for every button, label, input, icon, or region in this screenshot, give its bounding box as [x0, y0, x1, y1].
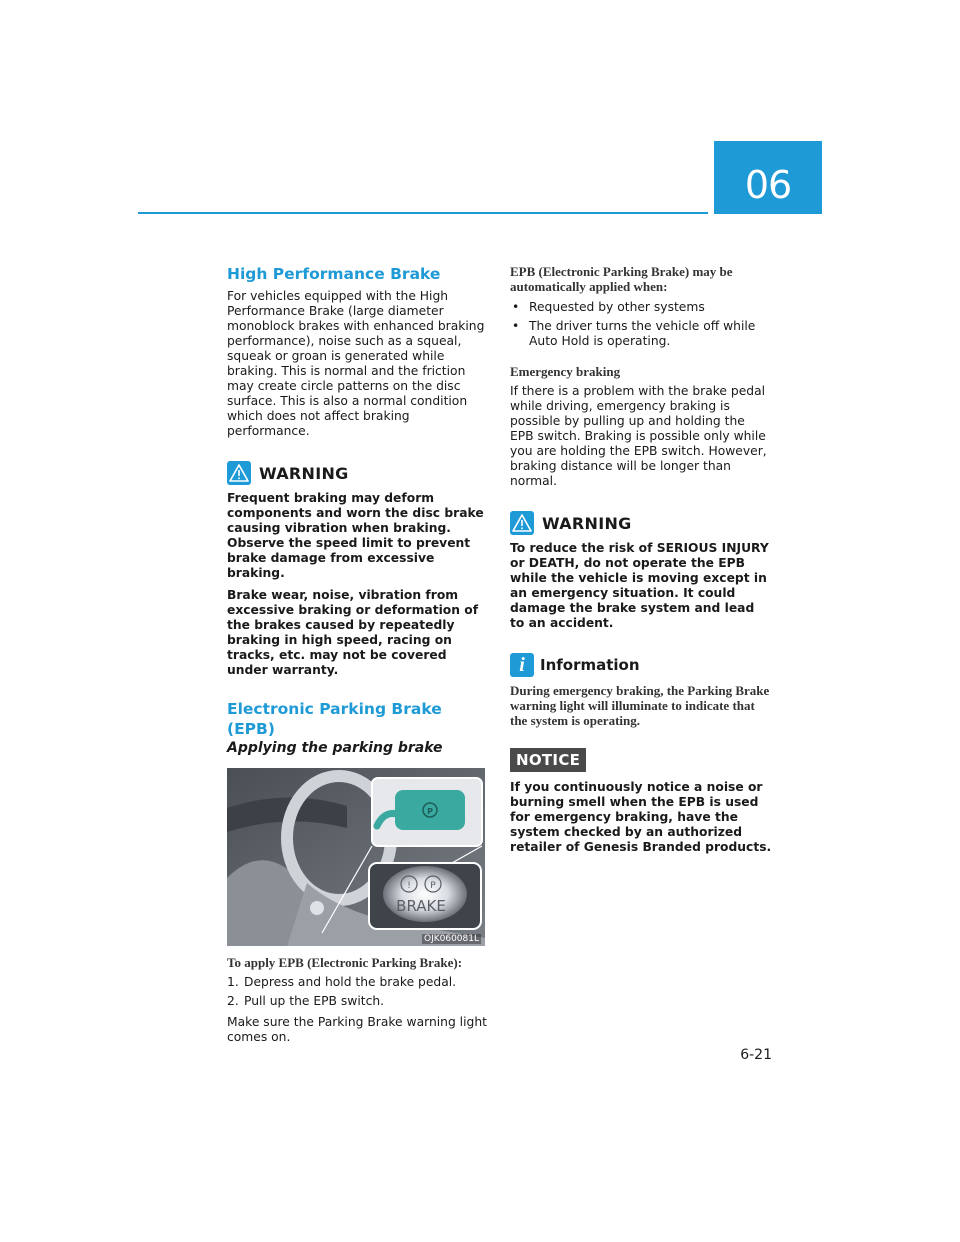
apply-heading: To apply EPB (Electronic Parking Brake): — [227, 955, 463, 970]
emergency-body: If there is a problem with the brake pedal while driving, emergency braking is possible by pulling up and holding the EPB switch. Braking is possible only while you are holding the EPB switch. However, braking distance will be longer than normal. — [510, 384, 767, 488]
warning-heading — [227, 461, 489, 485]
information-heading — [510, 653, 772, 677]
epb-subtitle: Applying the parking brake — [227, 740, 443, 756]
warning-triangle-icon — [227, 461, 251, 485]
warning-label: WARNING — [542, 513, 632, 533]
epb-illustration — [227, 768, 485, 946]
warning-heading-2 — [510, 511, 772, 535]
warning-label: WARNING — [259, 463, 349, 483]
svg-text:P: P — [427, 807, 433, 816]
step-item: 2. Pull up the EPB switch. — [227, 994, 385, 1008]
svg-text:BRAKE: BRAKE — [396, 897, 446, 915]
notice-badge: NOTICE — [510, 748, 586, 772]
warning-text-2: Brake wear, noise, vibration from excessive braking or deformation of the brakes caused by repeatedly braking in high speed, racing on tracks, etc. may not be covered under warranty. — [227, 588, 479, 677]
svg-text:!: ! — [407, 881, 411, 891]
hpb-body: For vehicles equipped with the High Performance Brake (large diameter monoblock brakes with enhanced braking performance), noise such as a squeal, squeak or groan is generated while braking. This is normal and the friction may create circle patterns on the disc surface. This is also a normal condition which does not affect braking performance. — [227, 289, 485, 438]
epb-figure — [227, 768, 485, 946]
apply-steps — [227, 975, 489, 1009]
bullet-item: • The driver turns the vehicle off while Auto Hold is operating. — [510, 319, 772, 349]
bullet-item: • Requested by other systems — [510, 300, 772, 315]
auto-heading: EPB (Electronic Parking Brake) may be automatically applied when: — [510, 264, 733, 294]
step-item: 1. Depress and hold the brake pedal. — [227, 975, 457, 989]
apply-note: Make sure the Parking Brake warning light comes on. — [227, 1015, 487, 1044]
svg-text:P: P — [430, 881, 436, 891]
info-icon: i — [510, 653, 534, 677]
left-column — [227, 264, 489, 1045]
epb-title: Electronic Parking Brake (EPB) — [227, 700, 442, 738]
information-label: Information — [540, 656, 640, 674]
figure-code: OJK060081L — [423, 934, 479, 944]
notice-body: If you continuously notice a noise or burning smell when the EPB is used for emergency braking, have the system checked by an authorized retailer of Genesis Branded products. — [510, 780, 772, 854]
warning-triangle-icon — [510, 511, 534, 535]
right-column — [510, 264, 772, 855]
chapter-tab — [714, 141, 822, 214]
information-body: During emergency braking, the Parking Brake warning light will illuminate to indicate that the system is operating. — [510, 683, 770, 728]
page-number: 6-21 — [740, 1047, 772, 1063]
chapter-number: 06 — [744, 163, 792, 207]
auto-bullets — [510, 300, 772, 349]
emergency-heading: Emergency braking — [510, 364, 621, 379]
warning-text-3: To reduce the risk of SERIOUS INJURY or DEATH, do not operate the EPB while the vehicle is moving except in an emergency situation. It could damage the brake system and lead to an accident. — [510, 541, 769, 630]
header-rule — [138, 212, 708, 214]
warning-text-1: Frequent braking may deform components and worn the disc brake causing vibration when braking. Observe the speed limit to prevent brake damage from excessive braking. — [227, 491, 484, 580]
hpb-title: High Performance Brake — [227, 265, 441, 283]
notice-heading — [510, 748, 772, 772]
